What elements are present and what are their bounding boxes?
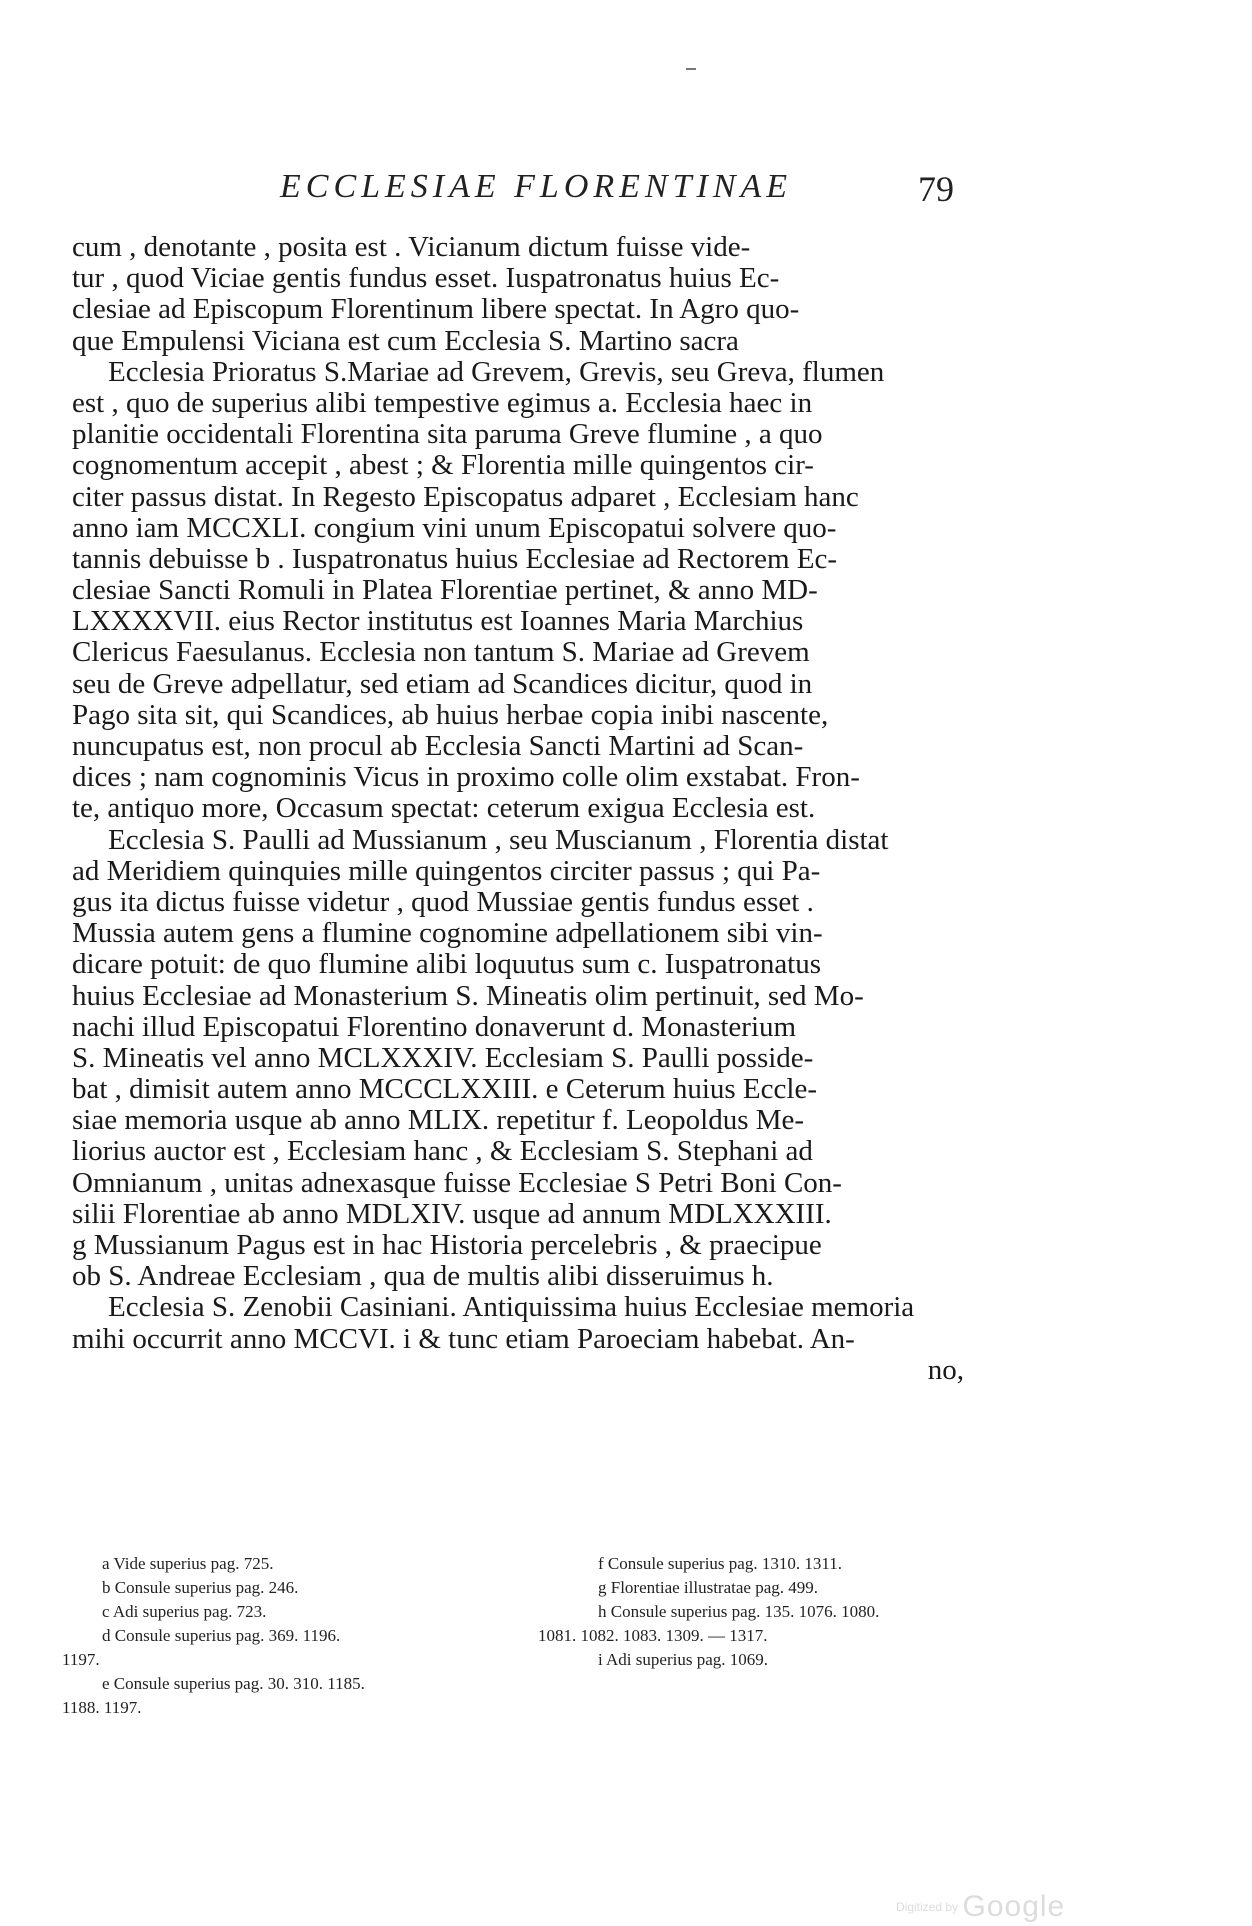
digitized-watermark bbox=[896, 1890, 1065, 1924]
text-line: cum , denotante , posita est . Vicianum dictum fuisse vide- bbox=[72, 232, 751, 263]
text-line: Ecclesia Prioratus S.Mariae ad Grevem, Grevis, seu Greva, flumen bbox=[108, 356, 885, 388]
text-line: anno iam MCCXLI. congium vini unum Episcopatui solvere quo- bbox=[72, 512, 837, 544]
footnote-continuation: 1081. 1082. 1083. 1309. — 1317. bbox=[538, 1626, 768, 1645]
page-number: 79 bbox=[918, 169, 954, 209]
text-line: planitie occidentali Florentina sita paruma Greve flumine , a quo bbox=[72, 419, 823, 451]
text-line: mihi occurrit anno MCCVI. i & tunc etiam Paroeciam habebat. An- bbox=[72, 1323, 855, 1355]
footnote: a Vide superius pag. 725. bbox=[102, 1554, 274, 1573]
footnotes-right-column bbox=[538, 1552, 1022, 1672]
text-line: te, antiquo more, Occasum spectat: ceterum exigua Ecclesia est. bbox=[72, 793, 816, 825]
google-logo: Google bbox=[962, 1890, 1066, 1923]
running-title: ECCLESIAE FLORENTINAE bbox=[280, 168, 793, 205]
text-line: S. Mineatis vel anno MCLXXXIV. Ecclesiam S. Paulli posside- bbox=[72, 1042, 814, 1074]
watermark-prefix: Digitized by bbox=[896, 1900, 959, 1914]
text-line: nachi illud Episcopatui Florentino donaverunt d. Monasterium bbox=[72, 1011, 797, 1043]
text-line: liorius auctor est , Ecclesiam hanc , & Ecclesiam S. Stephani ad bbox=[72, 1136, 813, 1168]
text-line: seu de Greve adpellatur, sed etiam ad Scandices dicitur, quod in bbox=[72, 668, 813, 700]
text-line: Ecclesia S. Paulli ad Mussianum , seu Muscianum , Florentia distat bbox=[108, 824, 889, 856]
text-line: silii Florentiae ab anno MDLXIV. usque ad annum MDLXXXIII. bbox=[72, 1198, 832, 1230]
text-line: ad Meridiem quinquies mille quingentos circiter passus ; qui Pa- bbox=[72, 855, 821, 887]
text-line: Ecclesia S. Zenobii Casiniani. Antiquissima huius Ecclesiae memoria bbox=[108, 1292, 915, 1324]
text-line: cognomentum accepit , abest ; & Florentia mille quingentos cir- bbox=[72, 450, 814, 482]
text-line: siae memoria usque ab anno MLIX. repetitur f. Leopoldus Me- bbox=[72, 1105, 805, 1137]
text-line: dicare potuit: de quo flumine alibi loquutus sum c. Iuspatronatus bbox=[72, 949, 822, 981]
text-line: Omnianum , unitas adnexasque fuisse Ecclesiae S Petri Boni Con- bbox=[72, 1167, 842, 1199]
text-line: clesiae Sancti Romuli in Platea Florentiae pertinet, & anno MD- bbox=[72, 575, 818, 607]
top-mark bbox=[686, 68, 696, 70]
body-text bbox=[72, 232, 1002, 1386]
footnote-continuation: 1188. 1197. bbox=[62, 1698, 142, 1717]
text-line: tur , quod Viciae gentis fundus esset. Iuspatronatus huius Ec- bbox=[72, 263, 780, 295]
text-line: clesiae ad Episcopum Florentinum libere spectat. In Agro quo- bbox=[72, 294, 800, 326]
footnote: e Consule superius pag. 30. 310. 1185. bbox=[102, 1674, 365, 1693]
text-line: nuncupatus est, non procul ab Ecclesia Sancti Martini ad Scan- bbox=[72, 731, 804, 762]
text-line: gus ita dictus fuisse videtur , quod Mussiae gentis fundus esset . bbox=[72, 886, 814, 918]
footnote: c Adi superius pag. 723. bbox=[102, 1602, 267, 1621]
footnote-continuation: 1197. bbox=[62, 1650, 100, 1669]
footnote: b Consule superius pag. 246. bbox=[102, 1578, 299, 1597]
text-line: Mussia autem gens a flumine cognomine adpellationem sibi vin- bbox=[72, 918, 823, 950]
text-line: bat , dimisit autem anno MCCCLXXIII. e Ceterum huius Eccle- bbox=[72, 1074, 817, 1106]
text-line: est , quo de superius alibi tempestive egimus a. Ecclesia haec in bbox=[72, 387, 813, 419]
footnote: g Florentiae illustratae pag. 499. bbox=[598, 1578, 818, 1597]
footnotes-left-column bbox=[62, 1552, 532, 1720]
text-line: tannis debuisse b . Iuspatronatus huius Ecclesiae ad Rectorem Ec- bbox=[72, 543, 838, 575]
text-line: ob S. Andreae Ecclesiam , qua de multis alibi disseruimus h. bbox=[72, 1261, 774, 1293]
text-line: Pago sita sit, qui Scandices, ab huius herbae copia inibi nascente, bbox=[72, 699, 829, 731]
footnote: i Adi superius pag. 1069. bbox=[598, 1650, 768, 1669]
text-line: LXXXXVII. eius Rector institutus est Ioannes Maria Marchius bbox=[72, 606, 804, 638]
text-line: Clericus Faesulanus. Ecclesia non tantum S. Mariae ad Grevem bbox=[72, 637, 810, 669]
text-line: que Empulensi Viciana est cum Ecclesia S. Martino sacra bbox=[72, 325, 739, 357]
footnote: d Consule superius pag. 369. 1196. bbox=[102, 1626, 341, 1645]
catchword: no, bbox=[927, 1354, 964, 1386]
text-line: g Mussianum Pagus est in hac Historia percelebris , & praecipue bbox=[72, 1230, 822, 1261]
text-line: dices ; nam cognominis Vicus in proximo colle olim exstabat. Fron- bbox=[72, 762, 860, 794]
text-line: huius Ecclesiae ad Monasterium S. Mineatis olim pertinuit, sed Mo- bbox=[72, 980, 864, 1012]
footnote: h Consule superius pag. 135. 1076. 1080. bbox=[598, 1602, 880, 1621]
footnote: f Consule superius pag. 1310. 1311. bbox=[598, 1554, 842, 1573]
text-line: citer passus distat. In Regesto Episcopatus adparet , Ecclesiam hanc bbox=[72, 481, 859, 513]
